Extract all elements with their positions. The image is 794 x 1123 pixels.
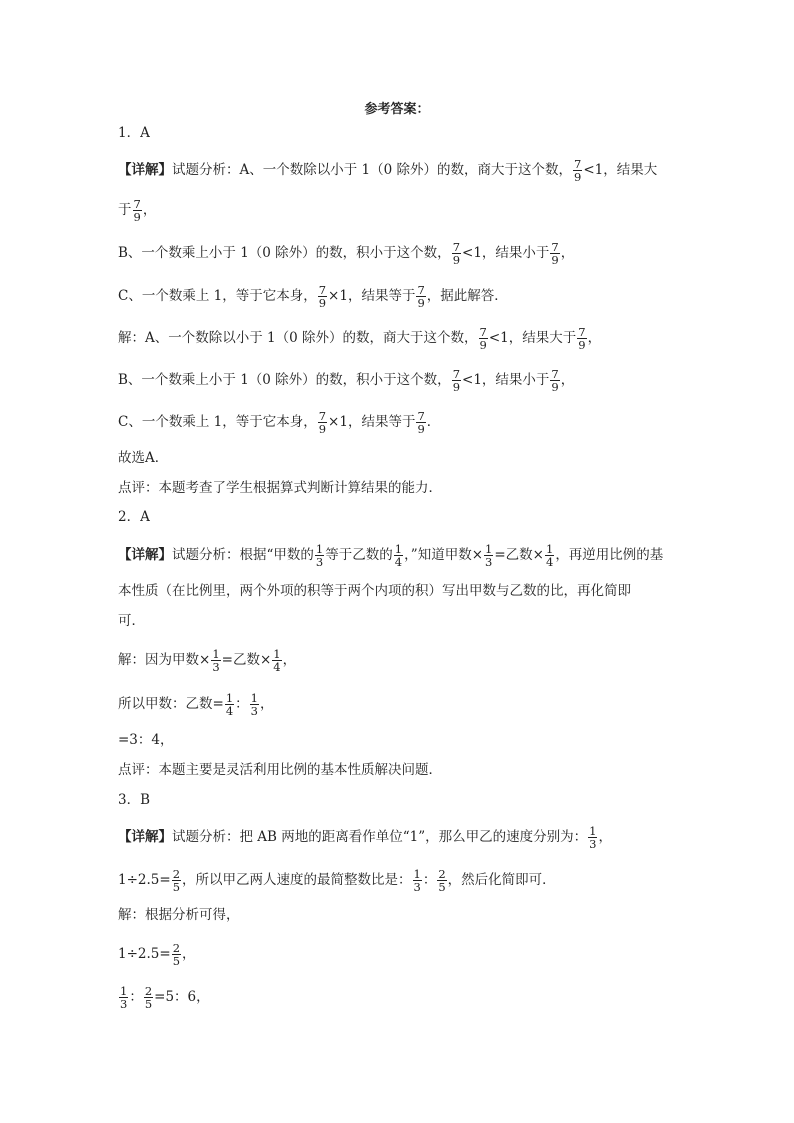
text: B、一个数乘上小于 1（0 除外）的数，积小于这个数，	[118, 372, 451, 388]
fraction	[119, 985, 128, 1010]
denominator: 9	[551, 253, 559, 267]
denominator: 3	[120, 997, 128, 1011]
fraction	[550, 241, 559, 266]
numerator: 1	[485, 542, 493, 556]
text: ：	[235, 696, 249, 712]
q1-solution-line-1	[118, 325, 602, 352]
q3-number: 3．B	[118, 792, 151, 808]
numerator: 1	[212, 647, 220, 661]
denominator: 9	[578, 338, 586, 352]
fraction	[250, 692, 259, 717]
text: ，然后化简即可．	[447, 872, 556, 888]
q3-solution-line-1: 解：根据分析可得，	[118, 907, 240, 923]
denominator: 9	[452, 380, 461, 394]
text: ，	[587, 330, 602, 346]
numerator: 1	[225, 691, 234, 705]
text: ，	[598, 829, 612, 845]
numerator: 1	[413, 867, 421, 881]
numerator: 2	[172, 941, 181, 955]
text: ×1，结果等于	[328, 414, 416, 430]
q1-choice: 故选A．	[118, 450, 169, 466]
text: C、一个数乘上 1，等于它本身，	[118, 288, 317, 304]
q2-detail-line-1	[118, 542, 664, 569]
numerator: 7	[551, 240, 559, 254]
denominator: 4	[225, 704, 234, 718]
q2-comment: 点评：本题主要是灵活利用比例的基本性质解决问题．	[118, 762, 442, 778]
fraction	[413, 868, 422, 893]
q2-number: 2．A	[118, 509, 150, 525]
text: <1，结果小于	[462, 372, 550, 388]
fraction	[272, 648, 281, 673]
denominator: 9	[318, 422, 327, 436]
denominator: 9	[479, 338, 487, 352]
q3-detail-line-2	[118, 867, 556, 894]
text: ：	[129, 989, 143, 1005]
text: 解：因为甲数×	[118, 652, 211, 668]
q2-detail-line-3: 可．	[118, 613, 145, 629]
text: 于	[118, 202, 132, 218]
text: ，	[282, 652, 297, 668]
fraction	[550, 368, 559, 393]
q3-detail-line-1	[118, 824, 612, 851]
text: <1，结果小于	[462, 245, 550, 261]
denominator: 3	[212, 660, 220, 674]
denominator: 5	[438, 880, 446, 894]
q3-solution-line-3	[118, 984, 210, 1011]
text: ，	[560, 372, 575, 388]
numerator: 7	[452, 367, 461, 381]
q2-solution-line-3: =3：4，	[118, 732, 174, 748]
fraction	[545, 543, 554, 568]
denominator: 3	[250, 704, 258, 718]
q1-detail-line-3	[118, 240, 575, 267]
q2-detail-line-2: 本性质（在比例里，两个外项的积等于两个内项的积）写出甲数与乙数的比，再化简即	[118, 583, 631, 599]
q1-detail-line-4	[118, 283, 508, 310]
fraction	[416, 410, 425, 435]
text: <1，结果大	[583, 162, 658, 178]
page-title: 参考答案：	[364, 102, 430, 117]
text: =乙数×	[494, 547, 544, 563]
text: ，	[259, 696, 274, 712]
q2-solution-line-2	[118, 691, 274, 718]
numerator: 2	[172, 867, 181, 881]
text: 等于乙数的	[325, 547, 393, 563]
numerator: 2	[438, 867, 446, 881]
fraction	[225, 692, 234, 717]
numerator: 7	[133, 197, 141, 211]
fraction	[318, 284, 327, 309]
denominator: 3	[589, 837, 597, 851]
numerator: 1	[250, 691, 258, 705]
numerator: 1	[315, 542, 324, 556]
text: B、一个数乘上小于 1（0 除外）的数，积小于这个数，	[118, 245, 451, 261]
text: ：	[422, 872, 437, 888]
text: =乙数×	[221, 652, 272, 668]
numerator: 7	[417, 409, 425, 423]
fraction	[416, 284, 425, 309]
fraction	[452, 368, 461, 393]
text: ，再逆用比例的基	[555, 547, 664, 563]
fraction	[437, 868, 446, 893]
denominator: 5	[144, 997, 153, 1011]
denominator: 9	[417, 296, 425, 310]
denominator: 5	[172, 880, 181, 894]
fraction	[172, 868, 181, 893]
text: 试题分析：把 AB 两地的距离看作单位“1”，那么甲乙的速度分别为：	[172, 829, 588, 845]
numerator: 1	[273, 647, 281, 661]
text: 解：A、一个数除以小于 1（0 除外）的数，商大于这个数，	[118, 330, 478, 346]
detail-label: 【详解】	[118, 162, 172, 178]
text: =5：6，	[154, 989, 210, 1005]
q1-detail-line-1	[118, 157, 658, 184]
q1-comment: 点评：本题考查了学生根据算式判断计算结果的能力．	[118, 480, 442, 496]
fraction	[452, 241, 461, 266]
q1-number: 1．A	[118, 125, 150, 141]
text: ，	[560, 245, 575, 261]
text: 试题分析：A、一个数除以小于 1（0 除外）的数，商大于这个数，	[172, 162, 573, 178]
q1-detail-line-2	[118, 197, 157, 224]
detail-label: 【详解】	[118, 547, 172, 563]
numerator: 7	[318, 409, 327, 423]
denominator: 9	[318, 296, 327, 310]
numerator: 7	[417, 283, 425, 297]
text: ．	[426, 414, 441, 430]
denominator: 3	[485, 555, 493, 569]
text: <1，结果大于	[488, 330, 577, 346]
denominator: 9	[574, 170, 582, 184]
denominator: 9	[417, 422, 425, 436]
fraction	[479, 326, 488, 351]
text: ，所以甲乙两人速度的最简整数比是：	[182, 872, 412, 888]
fraction	[318, 410, 327, 435]
numerator: 1	[120, 984, 128, 998]
numerator: 1	[545, 542, 554, 556]
fraction	[588, 825, 597, 850]
fraction	[211, 648, 220, 673]
denominator: 3	[413, 880, 421, 894]
fraction	[315, 543, 324, 568]
fraction	[394, 543, 403, 568]
denominator: 9	[133, 210, 141, 224]
text: 1÷2.5=	[118, 872, 171, 888]
text: 1÷2.5=	[118, 946, 171, 962]
denominator: 4	[273, 660, 281, 674]
numerator: 7	[318, 283, 327, 297]
text: ，据此解答．	[426, 288, 508, 304]
denominator: 9	[452, 253, 461, 267]
fraction	[484, 543, 493, 568]
text: C、一个数乘上 1，等于它本身，	[118, 414, 317, 430]
denominator: 9	[551, 380, 559, 394]
text: ，”知道甲数×	[404, 547, 484, 563]
fraction	[172, 942, 181, 967]
text: 所以甲数：乙数=	[118, 696, 224, 712]
denominator: 5	[172, 954, 181, 968]
text: ，	[142, 202, 157, 218]
numerator: 7	[452, 240, 461, 254]
fraction	[577, 326, 586, 351]
q1-solution-line-2	[118, 367, 575, 394]
numerator: 1	[589, 824, 597, 838]
q2-solution-line-1	[118, 647, 297, 674]
text: 试题分析：根据“甲数的	[172, 547, 314, 563]
denominator: 4	[545, 555, 554, 569]
numerator: 1	[394, 542, 403, 556]
text: ，	[182, 946, 196, 962]
numerator: 2	[144, 984, 153, 998]
numerator: 7	[574, 157, 582, 171]
numerator: 7	[578, 325, 586, 339]
detail-label: 【详解】	[118, 829, 172, 845]
fraction	[133, 198, 142, 223]
fraction	[573, 158, 582, 183]
fraction	[144, 985, 153, 1010]
q3-solution-line-2	[118, 941, 196, 968]
q1-solution-line-3	[118, 409, 441, 436]
denominator: 3	[315, 555, 324, 569]
numerator: 7	[551, 367, 559, 381]
text: ×1，结果等于	[328, 288, 416, 304]
numerator: 7	[479, 325, 487, 339]
denominator: 4	[394, 555, 403, 569]
